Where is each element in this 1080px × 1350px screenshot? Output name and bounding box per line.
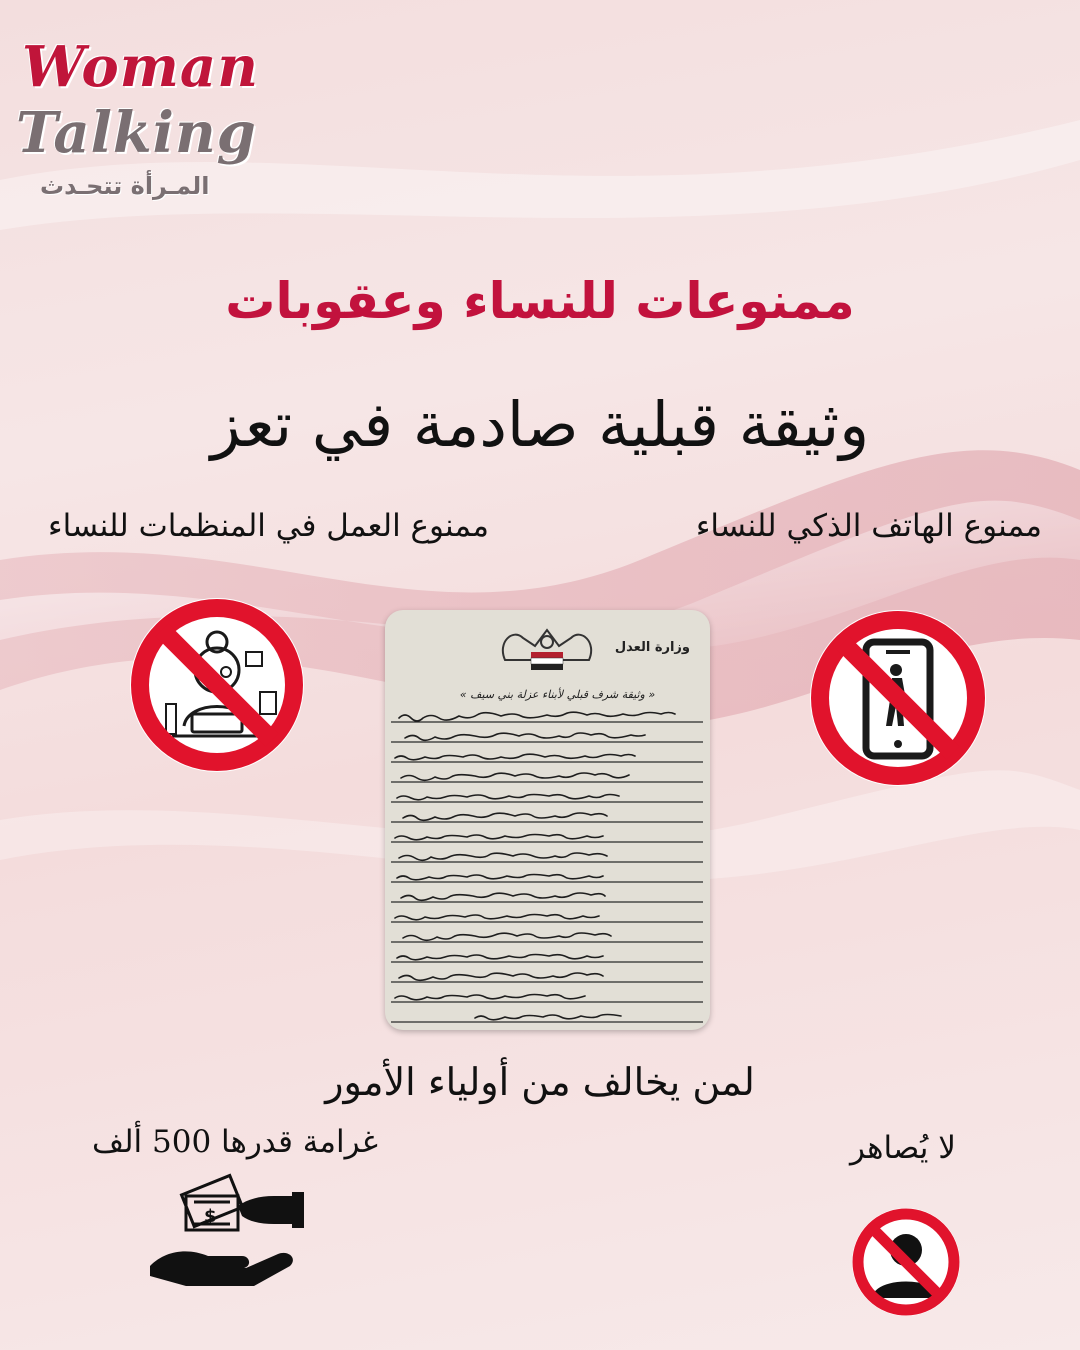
document-heading: « وثيقة شرف قبلي لأبناء عزلة بني سيف » bbox=[459, 688, 656, 701]
logo-woman: Woman bbox=[22, 34, 259, 100]
handwritten-lines bbox=[385, 710, 710, 1030]
logo-arabic: المـرأة تتحـدث bbox=[40, 172, 210, 200]
no-smartphone-icon bbox=[808, 608, 988, 788]
brand-logo bbox=[16, 34, 259, 204]
no-person-icon bbox=[850, 1206, 962, 1318]
tribal-document-image bbox=[385, 610, 710, 1030]
page-title: ممنوعات للنساء وعقوبات bbox=[225, 272, 855, 330]
svg-text:$: $ bbox=[204, 1206, 217, 1227]
penalty-rule-text: لمن يخالف من أولياء الأمور bbox=[325, 1060, 755, 1104]
money-hand-icon bbox=[146, 1172, 306, 1290]
page-subtitle: وثيقة قبلية صادمة في تعز bbox=[210, 388, 870, 461]
ban-work-label: ممنوع العمل في المنظمات للنساء bbox=[48, 508, 489, 544]
document-ministry: وزارة العدل bbox=[614, 640, 690, 655]
no-woman-working-icon bbox=[128, 596, 306, 774]
logo-talking: Talking bbox=[16, 100, 257, 166]
marriage-ban-label: لا يُصاهر bbox=[850, 1130, 956, 1166]
fine-label: غرامة قدرها 500 ألف bbox=[92, 1124, 378, 1160]
ban-phone-label: ممنوع الهاتف الذكي للنساء bbox=[695, 508, 1042, 544]
